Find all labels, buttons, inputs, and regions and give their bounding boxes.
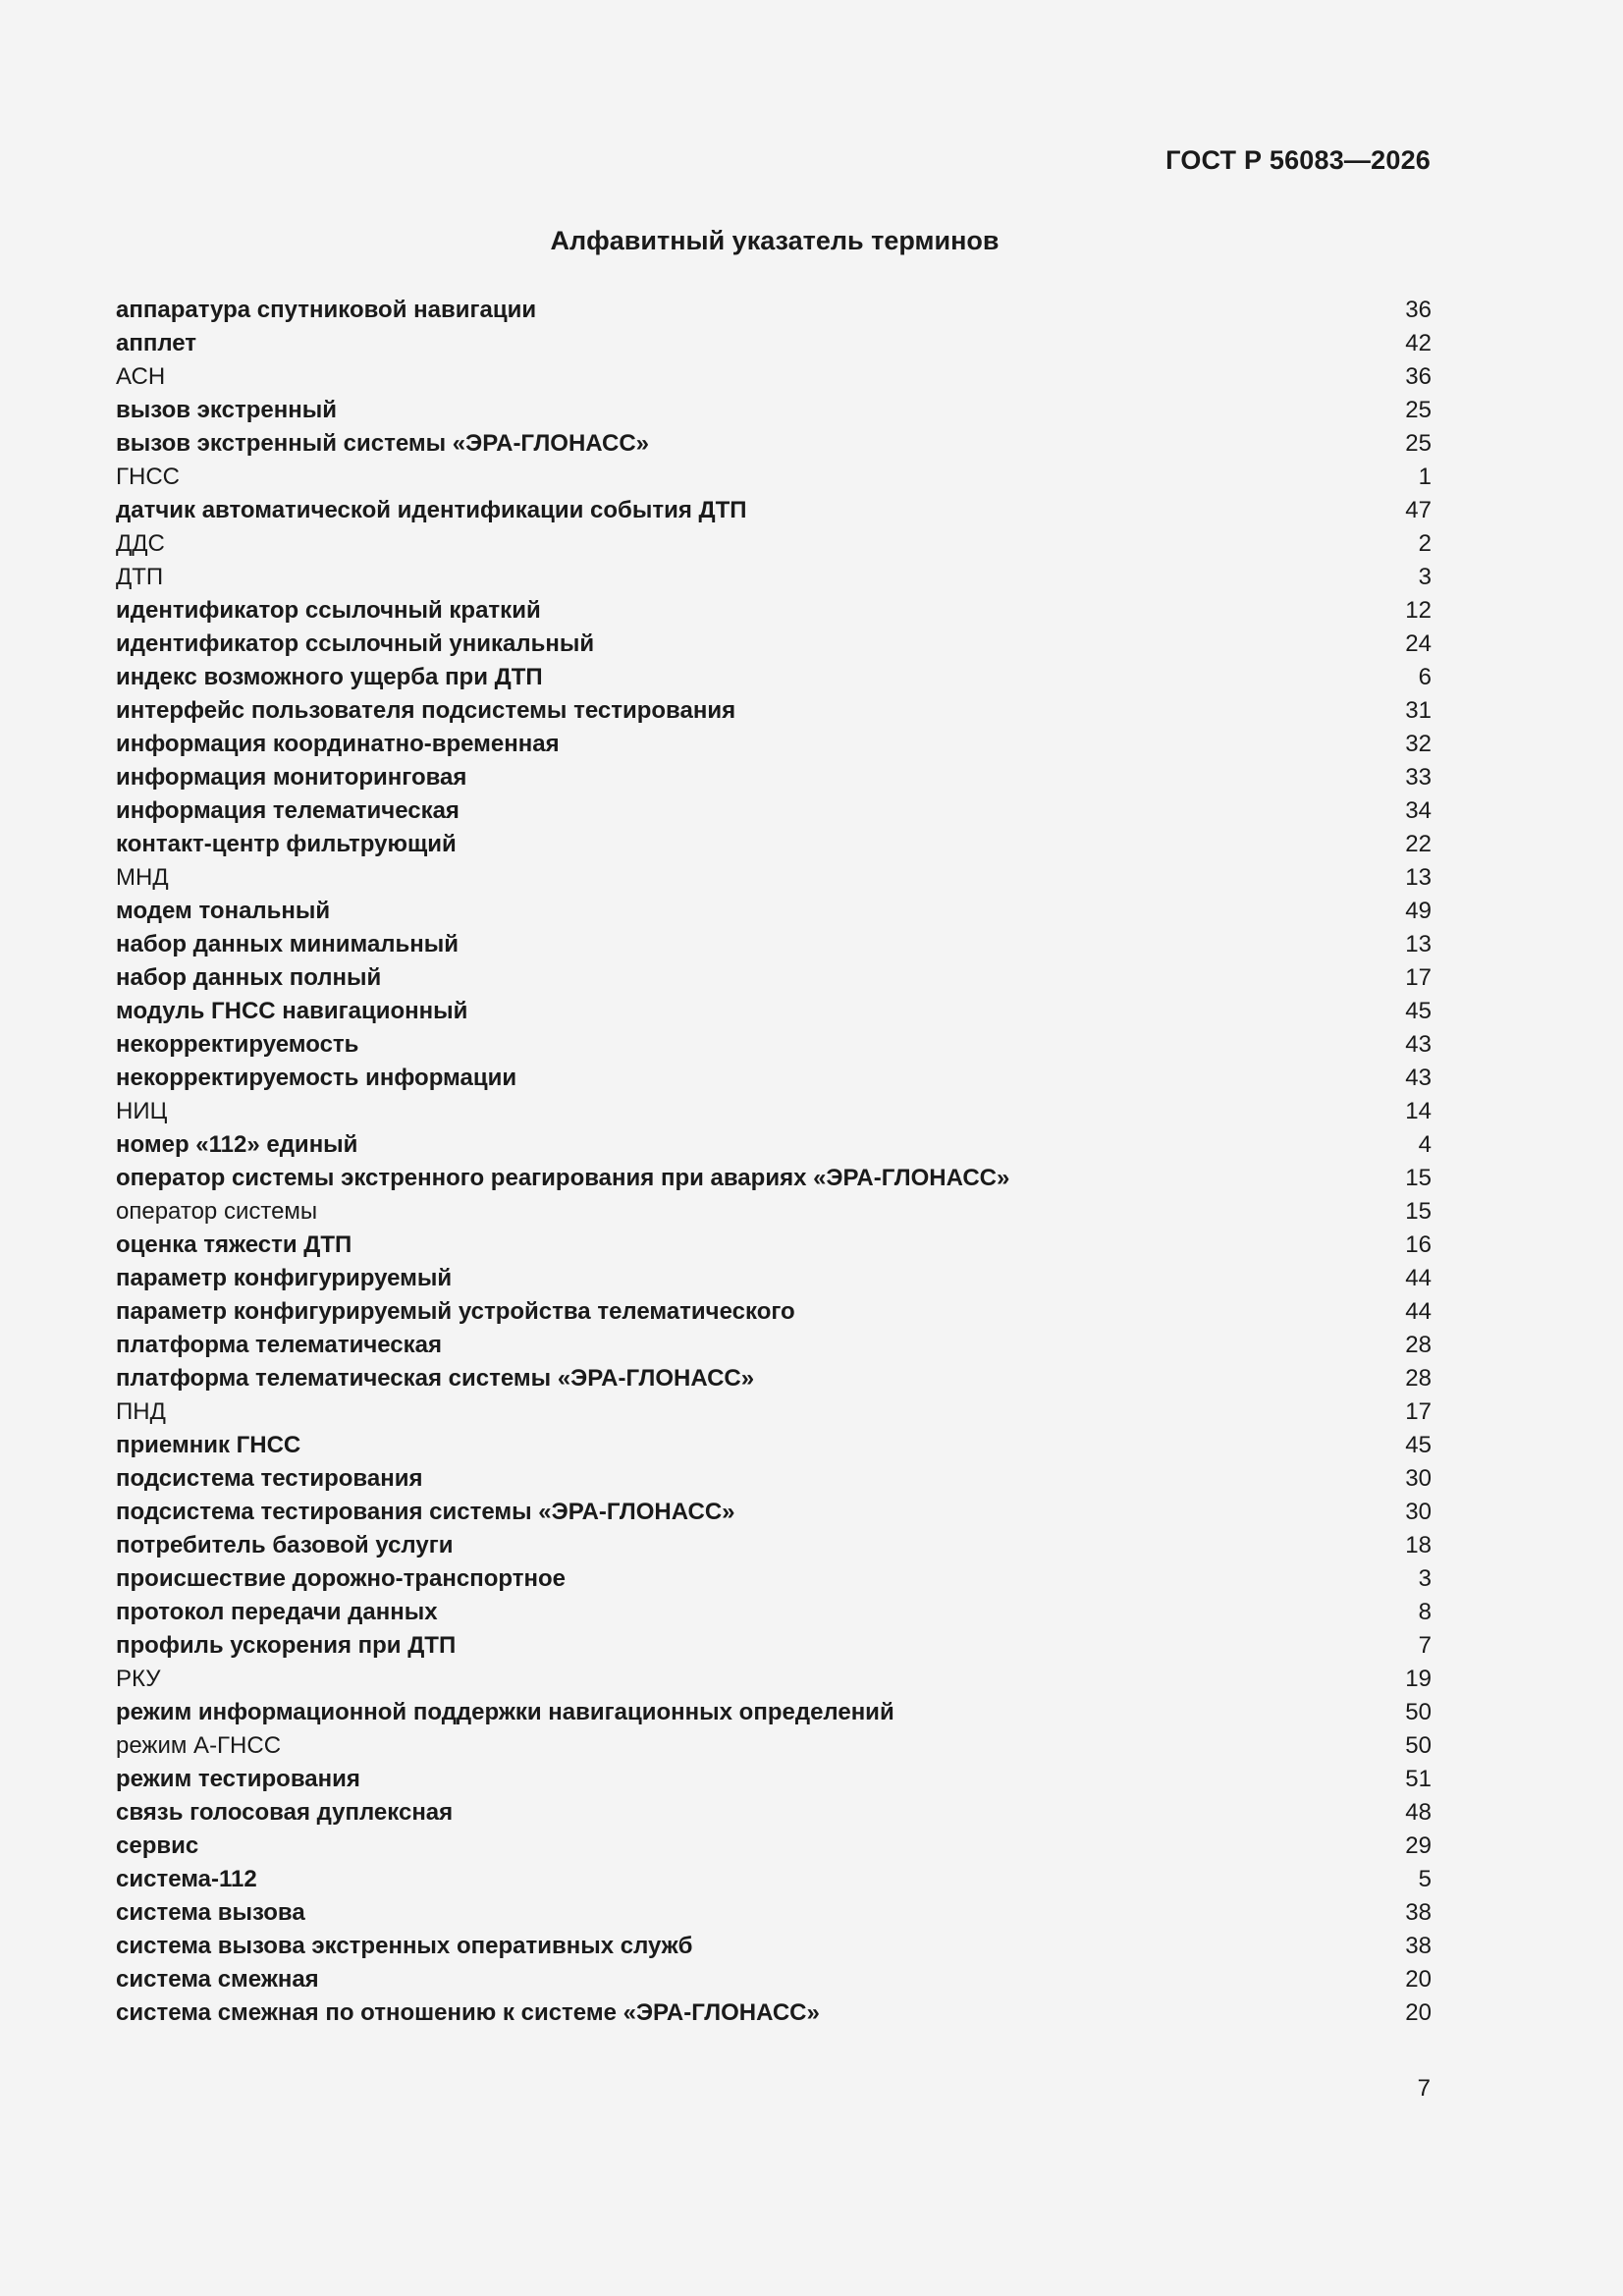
index-entry xyxy=(116,594,1432,628)
index-term: система смежная xyxy=(116,1966,319,1993)
index-term: МНД xyxy=(116,864,169,891)
index-term: режим тестирования xyxy=(116,1766,360,1792)
index-page-ref: 25 xyxy=(1405,397,1432,423)
index-term: некорректируемость информации xyxy=(116,1065,517,1091)
index-term: ПНД xyxy=(116,1398,166,1425)
index-term: набор данных полный xyxy=(116,964,382,991)
index-page-ref: 3 xyxy=(1418,564,1432,590)
index-entry xyxy=(116,1529,1432,1562)
index-entry xyxy=(116,1462,1432,1496)
index-term: протокол передачи данных xyxy=(116,1599,438,1625)
index-entry xyxy=(116,628,1432,661)
index-page-ref: 28 xyxy=(1405,1365,1432,1392)
index-entry xyxy=(116,1562,1432,1596)
index-page-ref: 49 xyxy=(1405,898,1432,924)
index-entry xyxy=(116,427,1432,461)
index-term: информация координатно-временная xyxy=(116,731,560,757)
index-page-ref: 13 xyxy=(1405,931,1432,957)
index-page-ref: 45 xyxy=(1405,1432,1432,1458)
index-term: подсистема тестирования xyxy=(116,1465,423,1492)
index-entry xyxy=(116,1996,1432,2030)
index-page-ref: 30 xyxy=(1405,1499,1432,1525)
index-term: потребитель базовой услуги xyxy=(116,1532,454,1558)
index-term: оператор системы экстренного реагирования при авариях «ЭРА-ГЛОНАСС» xyxy=(116,1165,1010,1191)
index-page-ref: 3 xyxy=(1418,1565,1432,1592)
index-entry xyxy=(116,728,1432,761)
index-entry xyxy=(116,1629,1432,1663)
index-page-ref: 6 xyxy=(1418,664,1432,690)
index-entry xyxy=(116,1295,1432,1329)
index-page-ref: 25 xyxy=(1405,430,1432,457)
index-term: происшествие дорожно-транспортное xyxy=(116,1565,567,1592)
index-page-ref: 20 xyxy=(1405,1966,1432,1993)
index-page-ref: 33 xyxy=(1405,764,1432,791)
index-page-ref: 32 xyxy=(1405,731,1432,757)
index-term: апплет xyxy=(116,330,197,356)
index-term: параметр конфигурируемый xyxy=(116,1265,453,1291)
index-term: связь голосовая дуплексная xyxy=(116,1799,454,1826)
index-entry xyxy=(116,1863,1432,1896)
index-entry xyxy=(116,561,1432,594)
index-page-ref: 22 xyxy=(1405,831,1432,857)
index-entry xyxy=(116,1830,1432,1863)
page-title: Алфавитный указатель терминов xyxy=(550,226,1000,255)
index-entry xyxy=(116,461,1432,494)
index-page-ref: 50 xyxy=(1405,1732,1432,1759)
index-term: оператор системы xyxy=(116,1198,318,1225)
index-page-ref: 16 xyxy=(1405,1231,1432,1258)
index-term: профиль ускорения при ДТП xyxy=(116,1632,457,1659)
index-entry xyxy=(116,1262,1432,1295)
index-term: интерфейс пользователя подсистемы тестирования xyxy=(116,697,736,724)
index-entry xyxy=(116,1229,1432,1262)
index-page-ref: 38 xyxy=(1405,1933,1432,1959)
index-entry xyxy=(116,494,1432,527)
index-entry xyxy=(116,294,1432,327)
index-page-ref: 44 xyxy=(1405,1298,1432,1325)
index-term: информация мониторинговая xyxy=(116,764,467,791)
index-entry xyxy=(116,360,1432,394)
index-entry xyxy=(116,1930,1432,1963)
index-entry xyxy=(116,1095,1432,1128)
index-entry xyxy=(116,828,1432,861)
index-term: датчик автоматической идентификации события ДТП xyxy=(116,497,747,523)
index-entry xyxy=(116,1062,1432,1095)
index-term: ДДС xyxy=(116,530,165,557)
index-term: НИЦ xyxy=(116,1098,168,1124)
index-entry xyxy=(116,527,1432,561)
index-term: система вызова xyxy=(116,1899,305,1926)
index-page-ref: 17 xyxy=(1405,964,1432,991)
index-page-ref: 15 xyxy=(1405,1165,1432,1191)
index-term: вызов экстренный системы «ЭРА-ГЛОНАСС» xyxy=(116,430,650,457)
index-term: идентификатор ссылочный краткий xyxy=(116,597,541,624)
index-entry xyxy=(116,1362,1432,1395)
index-entry xyxy=(116,694,1432,728)
index-term: сервис xyxy=(116,1832,199,1859)
index-term: параметр конфигурируемый устройства телематического xyxy=(116,1298,795,1325)
index-page-ref: 28 xyxy=(1405,1332,1432,1358)
index-term: ГНСС xyxy=(116,464,180,490)
index-entry xyxy=(116,1162,1432,1195)
index-page-ref: 36 xyxy=(1405,363,1432,390)
index-page-ref: 12 xyxy=(1405,597,1432,624)
index-term: система смежная по отношению к системе «ЭРА-ГЛОНАСС» xyxy=(116,1999,820,2026)
index-entry xyxy=(116,661,1432,694)
index-page-ref: 44 xyxy=(1405,1265,1432,1291)
index-entry xyxy=(116,1663,1432,1696)
index-entry xyxy=(116,895,1432,928)
index-term: модем тональный xyxy=(116,898,331,924)
index-page-ref: 8 xyxy=(1418,1599,1432,1625)
index-page-ref: 29 xyxy=(1405,1832,1432,1859)
index-page-ref: 43 xyxy=(1405,1031,1432,1058)
index-term: некорректируемость xyxy=(116,1031,359,1058)
index-page-ref: 7 xyxy=(1418,1632,1432,1659)
index-entry xyxy=(116,1028,1432,1062)
index-entry xyxy=(116,1128,1432,1162)
index-entry xyxy=(116,1429,1432,1462)
index-entry xyxy=(116,1896,1432,1930)
index-entry xyxy=(116,861,1432,895)
index-term: модуль ГНСС навигационный xyxy=(116,998,468,1024)
index-page-ref: 2 xyxy=(1418,530,1432,557)
index-term: номер «112» единый xyxy=(116,1131,358,1158)
index-term: информация телематическая xyxy=(116,797,460,824)
index-entry xyxy=(116,1496,1432,1529)
index-term: приемник ГНСС xyxy=(116,1432,301,1458)
index-entry xyxy=(116,1796,1432,1830)
index-term: подсистема тестирования системы «ЭРА-ГЛОНАСС» xyxy=(116,1499,735,1525)
index-page-ref: 17 xyxy=(1405,1398,1432,1425)
index-page-ref: 24 xyxy=(1405,630,1432,657)
index-page-ref: 15 xyxy=(1405,1198,1432,1225)
index-page-ref: 14 xyxy=(1405,1098,1432,1124)
index-term: режим информационной поддержки навигационных определений xyxy=(116,1699,894,1725)
index-entry xyxy=(116,1329,1432,1362)
index-page-ref: 47 xyxy=(1405,497,1432,523)
index-page-ref: 19 xyxy=(1405,1666,1432,1692)
index-term: набор данных минимальный xyxy=(116,931,460,957)
index-term: АСН xyxy=(116,363,166,390)
index-term: оценка тяжести ДТП xyxy=(116,1231,352,1258)
index-entry xyxy=(116,928,1432,961)
index-page-ref: 38 xyxy=(1405,1899,1432,1926)
index-entry xyxy=(116,961,1432,995)
index-entry xyxy=(116,1395,1432,1429)
index-page-ref: 20 xyxy=(1405,1999,1432,2026)
index-page-ref: 4 xyxy=(1418,1131,1432,1158)
index-entry xyxy=(116,794,1432,828)
index-term: платформа телематическая системы «ЭРА-ГЛОНАСС» xyxy=(116,1365,755,1392)
index-entry xyxy=(116,1696,1432,1729)
index-page-ref: 31 xyxy=(1405,697,1432,724)
index-page-ref: 45 xyxy=(1405,998,1432,1024)
index-entry xyxy=(116,995,1432,1028)
index-term: режим А-ГНСС xyxy=(116,1732,282,1759)
index-entry xyxy=(116,1195,1432,1229)
index-page-ref: 36 xyxy=(1405,297,1432,323)
index-page-ref: 18 xyxy=(1405,1532,1432,1558)
index-entry xyxy=(116,1729,1432,1763)
index-term: индекс возможного ущерба при ДТП xyxy=(116,664,543,690)
index-entry xyxy=(116,1763,1432,1796)
index-term: идентификатор ссылочный уникальный xyxy=(116,630,595,657)
index-entry xyxy=(116,1596,1432,1629)
index-page-ref: 43 xyxy=(1405,1065,1432,1091)
index-entry xyxy=(116,394,1432,427)
index-term: вызов экстренный xyxy=(116,397,337,423)
index-term: ДТП xyxy=(116,564,164,590)
index-entry xyxy=(116,327,1432,360)
index-page-ref: 50 xyxy=(1405,1699,1432,1725)
index-page-ref: 48 xyxy=(1405,1799,1432,1826)
index-entry xyxy=(116,761,1432,794)
standard-code: ГОСТ Р 56083—2026 xyxy=(1165,145,1431,175)
index-term: аппаратура спутниковой навигации xyxy=(116,297,537,323)
index-term: платформа телематическая xyxy=(116,1332,443,1358)
index-term: система вызова экстренных оперативных служб xyxy=(116,1933,693,1959)
page-number: 7 xyxy=(1417,2075,1431,2102)
index-page-ref: 1 xyxy=(1418,464,1432,490)
index-page-ref: 13 xyxy=(1405,864,1432,891)
index-page-ref: 34 xyxy=(1405,797,1432,824)
index-page-ref: 51 xyxy=(1405,1766,1432,1792)
index-term: система-112 xyxy=(116,1866,257,1892)
term-index-list xyxy=(116,294,1432,2030)
index-page-ref: 42 xyxy=(1405,330,1432,356)
index-term: контакт-центр фильтрующий xyxy=(116,831,457,857)
index-page-ref: 30 xyxy=(1405,1465,1432,1492)
index-page-ref: 5 xyxy=(1418,1866,1432,1892)
index-entry xyxy=(116,1963,1432,1996)
index-term: РКУ xyxy=(116,1666,161,1692)
